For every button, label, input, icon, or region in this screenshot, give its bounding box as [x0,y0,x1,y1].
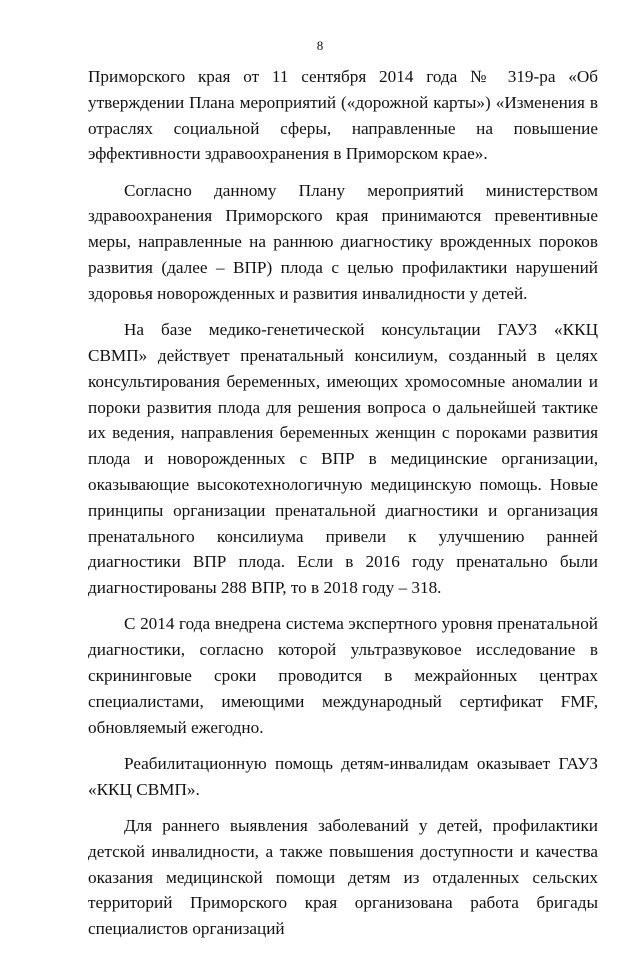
document-body [88,64,598,953]
paragraph-rehabilitation: Реабилитационную помощь детям-инвалидам оказывает ГАУЗ «ККЦ СВМП». [88,753,598,799]
paragraph-specialist-teams: Для раннего выявления заболеваний у детей, профилактики детской инвалидности, а также повышения доступности и качества оказания медицинской помощи детям из отдаленных сельских территорий Приморского края организована работа бригады специалистов организаций [88,816,598,939]
paragraph-expert-diagnostics: С 2014 года внедрена система экспертного уровня пренатальной диагностики, согласно которой ультразвуковое исследование в скрининговые сроки проводится в межрайонных центрах специалистами, имеющими международный сертификат FMF, обновляемый ежегодно. [88,614,598,737]
paragraph-continuation: Приморского края от 11 сентября 2014 года № 319-ра «Об утверждении Плана мероприятий («дорожной карты») «Изменения в отраслях социальной сферы, направленные на повышение эффективности здравоохранения в Приморском крае». [88,67,598,164]
page-number: 8 [316,38,324,53]
paragraph-prenatal-council: На базе медико-генетической консультации ГАУЗ «ККЦ СВМП» действует пренатальный консилиум, созданный в целях консультирования беременных, имеющих хромосомные аномалии и пороки развития плода для решения вопроса о дальнейшей тактике их ведения, направления беременных женщин с пороками развития плода и новорожденных с ВПР в медицинские организации, оказывающие высокотехнологичную медицинскую помощь. Новые принципы организации пренатальной диагностики и организация пренатального консилиума привели к улучшению ранней диагностики ВПР плода. Если в 2016 году пренатально были диагностированы 288 ВПР, то в 2018 году – 318. [88,320,598,598]
paragraph-prevention-measures: Согласно данному Плану мероприятий министерством здравоохранения Приморского края принимаются превентивные меры, направленные на раннюю диагностику врожденных пороков развития (далее – ВПР) плода с целью профилактики нарушений здоровья новорожденных и развития инвалидности у детей. [88,180,598,303]
